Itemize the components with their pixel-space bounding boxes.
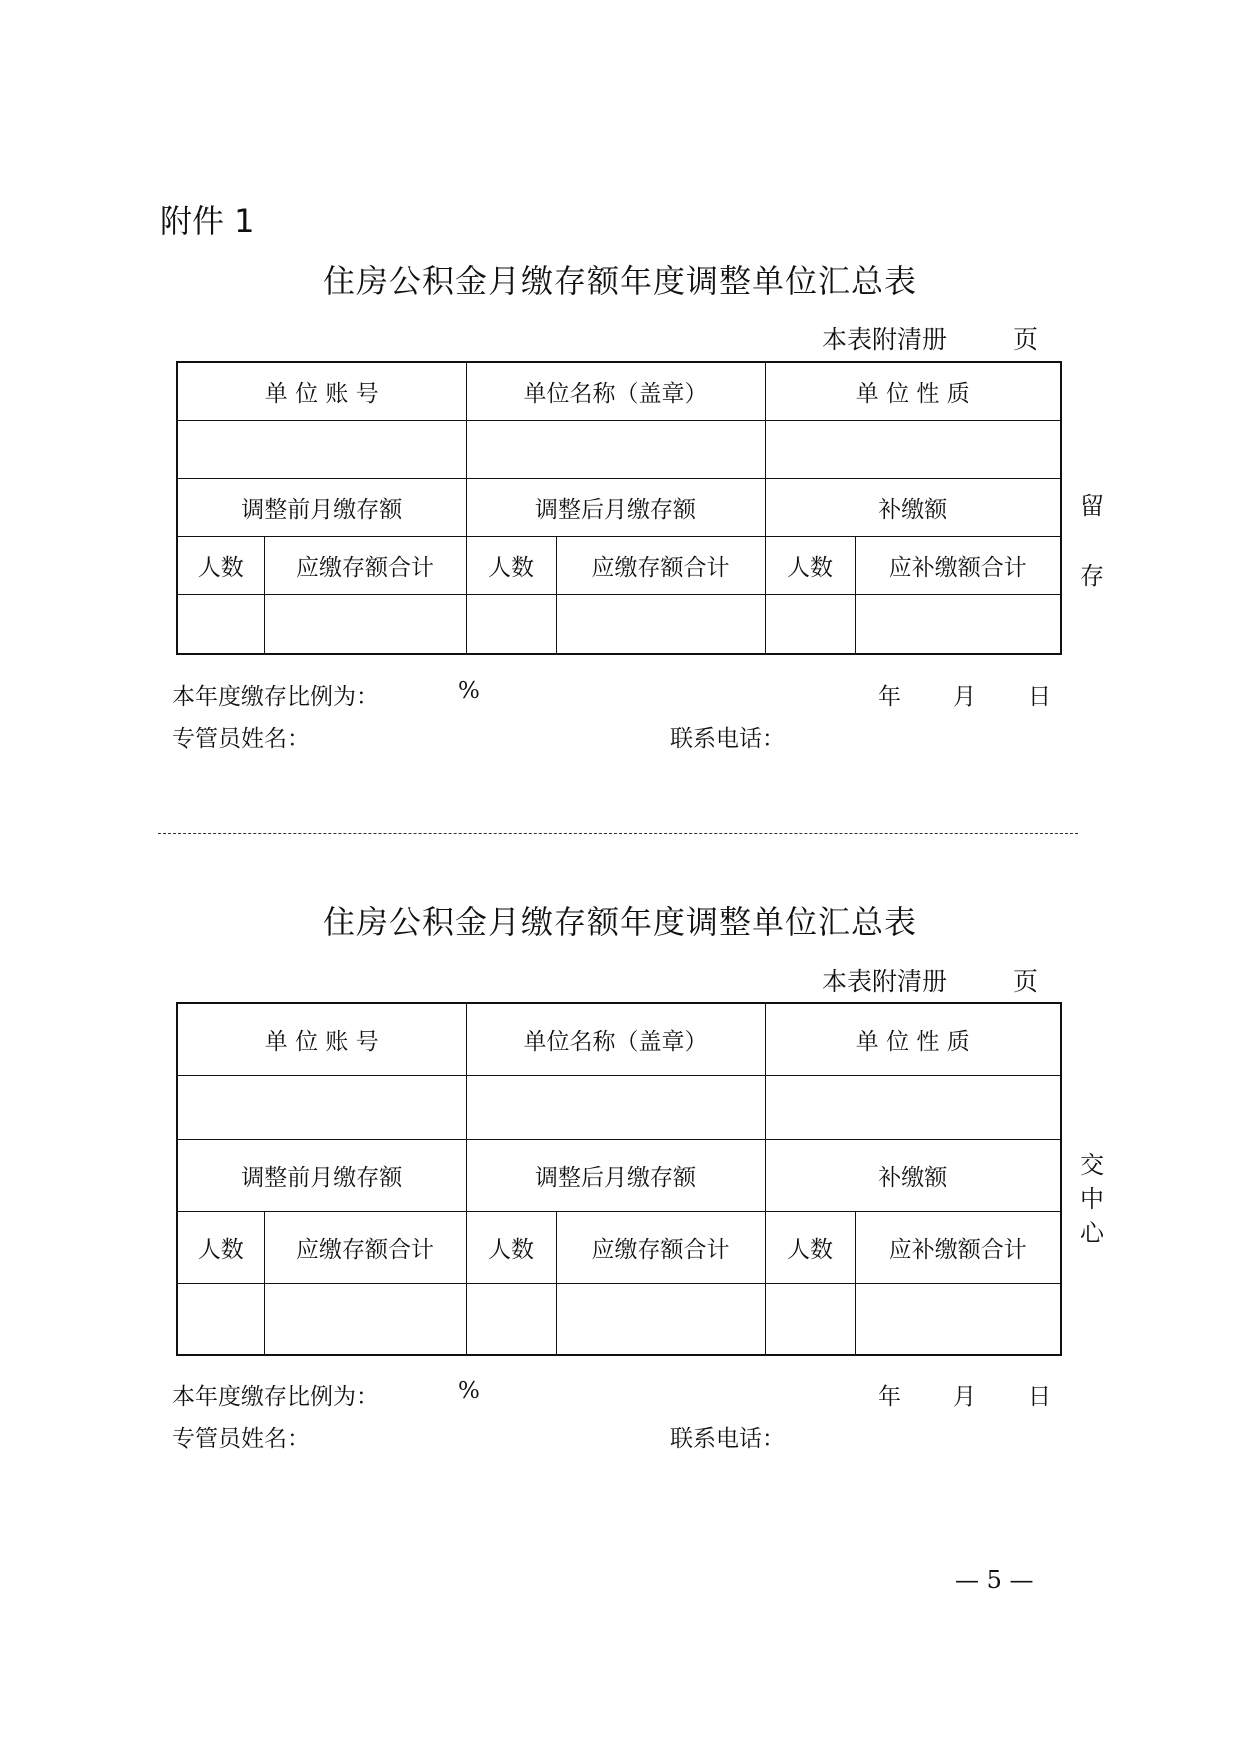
attached-pages-label: 本表附清册 <box>822 967 948 996</box>
due-total-after-input[interactable] <box>556 594 765 654</box>
header-supplement-total: 应补缴额合计 <box>855 1211 1061 1283</box>
header-account: 单 位 账 号 <box>177 1003 466 1075</box>
account-input-cell[interactable] <box>177 420 466 478</box>
header-unit-name: 单位名称（盖章） <box>466 1003 765 1075</box>
page-number: — 5 — <box>955 1566 1034 1594</box>
header-count-after: 人数 <box>466 536 556 594</box>
header-unit-nature: 单 位 性 质 <box>765 362 1061 420</box>
attached-pages-label: 本表附清册 <box>822 325 948 354</box>
unit-nature-input-cell[interactable] <box>765 1075 1061 1139</box>
header-supplement: 补缴额 <box>765 478 1061 536</box>
attached-pages-top <box>822 320 1038 356</box>
phone-label: 联系电话： <box>670 1426 785 1452</box>
ratio-label: 本年度缴存比例为： <box>172 1384 379 1410</box>
header-supplement: 补缴额 <box>765 1139 1061 1211</box>
header-count-supplement: 人数 <box>765 536 855 594</box>
count-before-input[interactable] <box>177 594 264 654</box>
header-supplement-total: 应补缴额合计 <box>855 536 1061 594</box>
date-month: 月 <box>953 1384 976 1410</box>
date-day: 日 <box>1028 684 1051 710</box>
supplement-total-input[interactable] <box>855 1283 1061 1355</box>
unit-name-input-cell[interactable] <box>466 1075 765 1139</box>
header-due-total-before: 应缴存额合计 <box>264 536 466 594</box>
due-total-after-input[interactable] <box>556 1283 765 1355</box>
side-label-retain: 留 存 <box>1080 492 1104 590</box>
header-due-total-after: 应缴存额合计 <box>556 536 765 594</box>
header-after-adjust: 调整后月缴存额 <box>466 478 765 536</box>
header-count-after: 人数 <box>466 1211 556 1283</box>
ratio-label: 本年度缴存比例为： <box>172 684 379 710</box>
percent-sign: % <box>458 678 480 704</box>
attached-pages-bottom <box>822 962 1038 998</box>
attachment-label: 附件 1 <box>160 202 255 240</box>
phone-label: 联系电话： <box>670 726 785 752</box>
header-count-before: 人数 <box>177 1211 264 1283</box>
side-label-submit-center: 交 中 心 <box>1080 1151 1104 1247</box>
header-unit-name: 单位名称（盖章） <box>466 362 765 420</box>
count-after-input[interactable] <box>466 594 556 654</box>
header-before-adjust: 调整前月缴存额 <box>177 478 466 536</box>
header-due-total-before: 应缴存额合计 <box>264 1211 466 1283</box>
date-year: 年 <box>878 684 901 710</box>
date-day: 日 <box>1028 1384 1051 1410</box>
percent-sign: % <box>458 1378 480 1404</box>
form-title-top: 住房公积金月缴存额年度调整单位汇总表 <box>322 262 917 300</box>
due-total-before-input[interactable] <box>264 1283 466 1355</box>
unit-name-input-cell[interactable] <box>466 420 765 478</box>
due-total-before-input[interactable] <box>264 594 466 654</box>
header-before-adjust: 调整前月缴存额 <box>177 1139 466 1211</box>
account-input-cell[interactable] <box>177 1075 466 1139</box>
header-count-before: 人数 <box>177 536 264 594</box>
unit-nature-input-cell[interactable] <box>765 420 1061 478</box>
count-after-input[interactable] <box>466 1283 556 1355</box>
count-before-input[interactable] <box>177 1283 264 1355</box>
header-after-adjust: 调整后月缴存额 <box>466 1139 765 1211</box>
summary-table-top <box>176 361 1062 655</box>
supplement-total-input[interactable] <box>855 594 1061 654</box>
header-unit-nature: 单 位 性 质 <box>765 1003 1061 1075</box>
header-count-supplement: 人数 <box>765 1211 855 1283</box>
page-unit: 页 <box>1013 325 1039 354</box>
manager-name-label: 专管员姓名： <box>172 1426 310 1452</box>
cut-line <box>158 833 1078 834</box>
header-account: 单 位 账 号 <box>177 362 466 420</box>
date-month: 月 <box>953 684 976 710</box>
form-title-bottom: 住房公积金月缴存额年度调整单位汇总表 <box>322 903 917 941</box>
header-due-total-after: 应缴存额合计 <box>556 1211 765 1283</box>
summary-table-bottom <box>176 1002 1062 1356</box>
count-supplement-input[interactable] <box>765 594 855 654</box>
date-year: 年 <box>878 1384 901 1410</box>
page-unit: 页 <box>1013 967 1039 996</box>
manager-name-label: 专管员姓名： <box>172 726 310 752</box>
count-supplement-input[interactable] <box>765 1283 855 1355</box>
